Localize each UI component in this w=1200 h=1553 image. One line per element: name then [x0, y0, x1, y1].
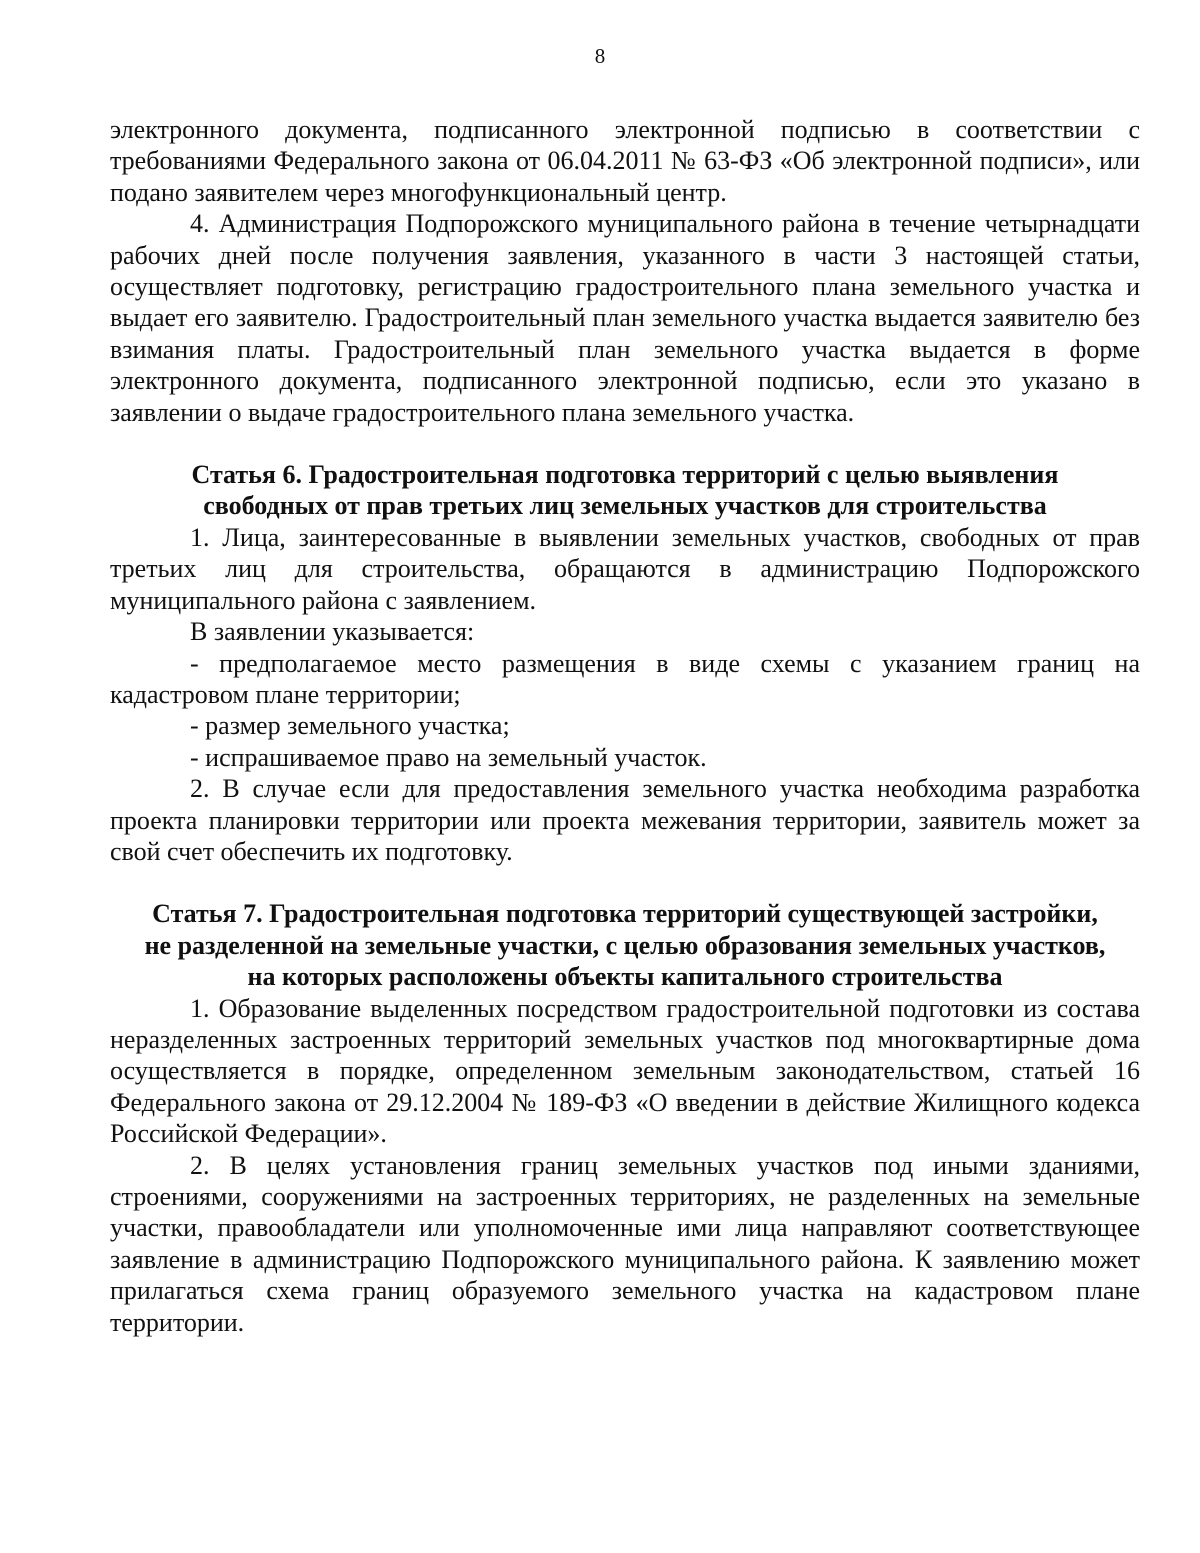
section-spacer: [110, 428, 1140, 459]
page-number: 8: [594, 44, 606, 68]
article7-heading: [110, 898, 1140, 992]
article5-item4-paragraph: 4. Администрация Подпорожского муниципального района в течение четырнадцати рабочих дней после получения заявления, указанного в части 3 настоящей статьи, осуществляет подготовку, регистрацию градостроительного плана земельного участка и выдает его заявителю. Градостроительный план земельного участка выдается заявителю без взимания платы. Градостроительный план земельного участка выдается в форме электронного документа, подписанного электронной подписью, если это указано в заявлении о выдаче градостроительного плана земельного участка.: [110, 209, 1140, 427]
section-spacer: [110, 867, 1140, 898]
article6-heading-line: Статья 6. Градостроительная подготовка территорий с целью выявления: [191, 460, 1059, 490]
article7-heading-line: на которых расположены объекты капитального строительства: [247, 962, 1003, 992]
article7-heading-line: не разделенной на земельные участки, с целью образования земельных участков,: [144, 930, 1106, 960]
article7-item2-paragraph: 2. В целях установления границ земельных участков под иными зданиями, строениями, сооружениями на застроенных территориях, не разделенных на земельные участки, правообладатели или уполномоченные ими лица направляют соответствующее заявление в администрацию Подпорожского муниципального района. К заявлению может прилагаться схема границ образуемого земельного участка на кадастровом плане территории.: [110, 1150, 1140, 1337]
article6-item1-paragraph: 1. Лица, заинтересованные в выявлении земельных участков, свободных от прав третьих лиц для строительства, обращаются в администрацию Подпорожского муниципального района с заявлением.: [110, 522, 1140, 615]
article6-statement-intro: В заявлении указывается:: [190, 617, 475, 647]
article6-list-item: - размер земельного участка;: [190, 711, 510, 741]
article7-heading-line: Статья 7. Градостроительная подготовка территорий существующей застройки,: [152, 899, 1098, 929]
article6-item2-paragraph: 2. В случае если для предоставления земельного участка необходима разработка проекта планировки территории или проекта межевания территории, заявитель может за свой счет обеспечить их подготовку.: [110, 774, 1140, 866]
article7-item1-paragraph: 1. Образование выделенных посредством градостроительной подготовки из состава неразделенных застроенных территорий земельных участков под многоквартирные дома осуществляется в порядке, определенном земельным законодательством, статьей 16 Федерального закона от 29.12.2004 № 189-ФЗ «О введении в действие Жилищного кодекса Российской Федерации».: [110, 993, 1140, 1149]
document-body: [110, 114, 1140, 1338]
article6-heading: [110, 459, 1140, 522]
article6-list-item: - испрашиваемое право на земельный участок.: [190, 742, 707, 772]
article6-list-item: - предполагаемое место размещения в виде схемы с указанием границ на кадастровом плане территории;: [110, 648, 1140, 709]
intro-paragraph: электронного документа, подписанного электронной подписью в соответствии с требованиями Федерального закона от 06.04.2011 № 63-ФЗ «Об электронной подписи», или подано заявителем через многофункциональный центр.: [110, 115, 1140, 207]
article6-heading-line: свободных от прав третьих лиц земельных участков для строительства: [203, 491, 1047, 521]
